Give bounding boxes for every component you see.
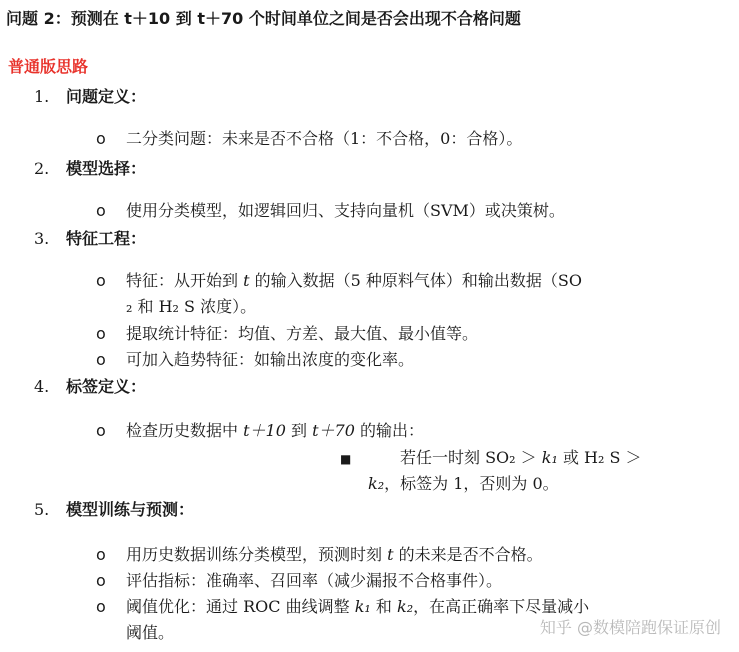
step-number: 2. [34, 159, 50, 178]
bullet-icon: o [96, 597, 106, 616]
step-label: 问题定义： [66, 87, 147, 106]
bullet-icon: o [96, 350, 106, 369]
item-text: 若任一时刻 SO₂ ＞ [400, 448, 537, 467]
item-text: 到 [291, 421, 308, 440]
sub-list-item [340, 445, 642, 468]
list-item [96, 321, 478, 344]
list-item [96, 347, 414, 370]
list-item [96, 126, 522, 149]
step-number: 3. [34, 229, 50, 248]
item-text: 提取统计特征：均值、方差、最大值、最小值等。 [126, 324, 479, 343]
step-number: 4. [34, 377, 50, 396]
item-text: 可加入趋势特征：如输出浓度的变化率。 [126, 350, 415, 369]
list-item [96, 268, 582, 291]
list-item [96, 198, 565, 221]
bullet-icon: o [96, 201, 106, 220]
step-label: 特征工程： [66, 229, 147, 248]
step-number: 1. [34, 87, 50, 106]
item-text: 和 [375, 597, 392, 616]
math-k1: k₁ [541, 448, 558, 467]
step-1-heading [34, 84, 146, 107]
bullet-icon: o [96, 271, 106, 290]
math-k2: k₂ [368, 474, 385, 493]
item-text: 检查历史数据中 [126, 421, 239, 440]
item-text: 使用分类模型，如逻辑回归、支持向量机（SVM）或决策树。 [126, 201, 565, 220]
bullet-icon: o [96, 421, 106, 440]
item-text: ，标签为 1，否则为 0。 [384, 474, 559, 493]
item-text: 评估指标：准确率、召回率（减少漏报不合格事件）。 [126, 571, 503, 590]
math-k1: k₁ [354, 597, 371, 616]
math-t-plus-70: t＋70 [312, 421, 355, 440]
item-text: 特征：从开始到 [126, 271, 239, 290]
page-title: 问题 2：预测在 t＋10 到 t＋70 个时间单位之间是否会出现不合格问题 [6, 9, 521, 28]
math-t: t [243, 271, 250, 290]
list-item [96, 418, 424, 441]
step-label: 标签定义： [66, 377, 147, 396]
math-t-plus-10: t＋10 [243, 421, 286, 440]
math-t: t [387, 545, 394, 564]
item-text: 二分类问题：未来是否不合格（1：不合格，0：合格）。 [126, 129, 523, 148]
bullet-icon: o [96, 129, 106, 148]
step-4-heading [34, 374, 146, 397]
step-label: 模型选择： [66, 159, 147, 178]
sub-item-continuation [368, 471, 559, 494]
bullet-icon: o [96, 571, 106, 590]
step-2-heading [34, 156, 146, 179]
step-3-heading [34, 226, 146, 249]
item-continuation: ₂ 和 H₂ S 浓度）。 [126, 297, 257, 316]
item-continuation: 阈值。 [126, 623, 175, 642]
section-title: 普通版思路 [8, 57, 89, 76]
list-item [96, 542, 543, 565]
list-item [96, 594, 589, 617]
item-text: 或 H₂ S ＞ [562, 448, 642, 467]
item-text: 用历史数据训练分类模型，预测时刻 [126, 545, 383, 564]
step-label: 模型训练与预测： [66, 500, 195, 519]
step-5-heading [34, 497, 194, 520]
item-text: 的输入数据（5 种原料气体）和输出数据（SO [254, 271, 582, 290]
bullet-icon: o [96, 545, 106, 564]
square-bullet-icon: ■ [340, 451, 352, 466]
item-text: 的未来是否不合格。 [398, 545, 543, 564]
item-text: ，在高正确率下尽量减小 [413, 597, 590, 616]
step-number: 5. [34, 500, 50, 519]
list-item [96, 568, 502, 591]
bullet-icon: o [96, 324, 106, 343]
item-text: 的输出： [360, 421, 425, 440]
item-text: 阈值优化：通过 ROC 曲线调整 [126, 597, 350, 616]
math-k2: k₂ [397, 597, 414, 616]
watermark: 知乎 @数模陪跑保证原创 [539, 618, 721, 637]
